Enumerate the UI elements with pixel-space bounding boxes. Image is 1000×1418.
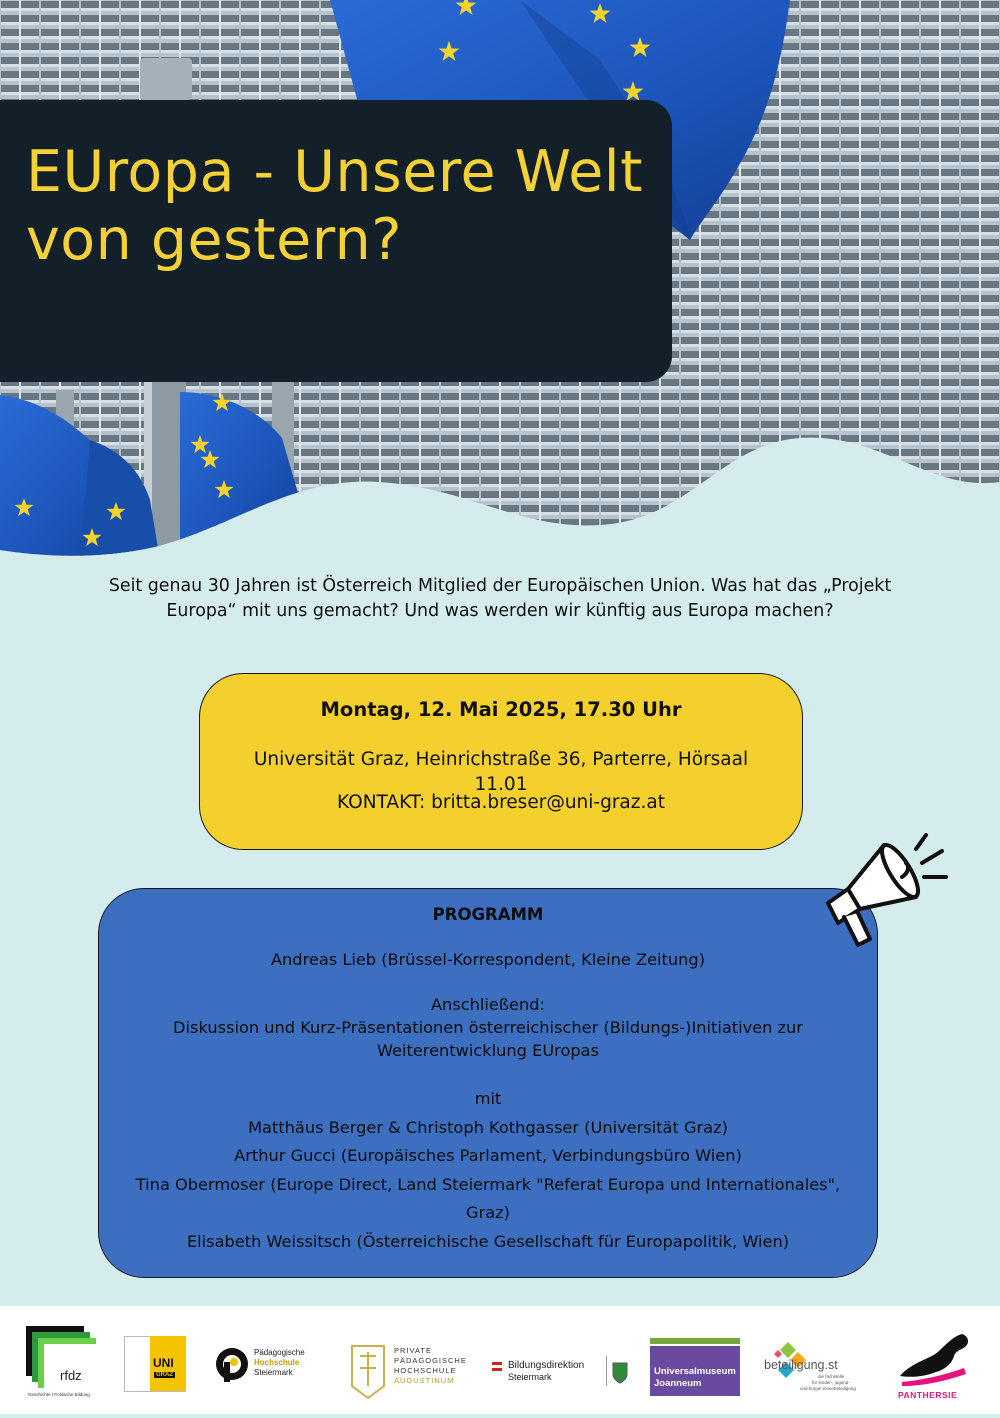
page-title: EUropa - Unsere Welt von gestern?	[26, 139, 643, 273]
logo-joanneum	[650, 1306, 742, 1414]
uni-graz-line2: GRAZ	[156, 1372, 173, 1378]
augustinum-line4: AUGUSTINUM	[394, 1376, 455, 1385]
logo-beteiligung	[760, 1306, 868, 1414]
augustinum-line2: PÄDAGOGISCHE	[394, 1356, 467, 1365]
with-label: mit	[474, 1089, 502, 1108]
phst-line3: Steiermark	[254, 1368, 293, 1377]
phst-line2: Hochschule	[254, 1358, 300, 1367]
joanneum-line2: Joanneum	[654, 1378, 702, 1389]
partner-logos	[0, 1306, 1000, 1414]
logo-rfdz	[24, 1306, 104, 1414]
panelist: Matthäus Berger & Christoph Kothgasser (Universität Graz)	[248, 1117, 728, 1137]
logo-augustinum	[348, 1306, 472, 1414]
rfdz-sub: Geschichte | Politische Bildung	[28, 1392, 90, 1397]
augustinum-line3: HOCHSCHULE	[394, 1366, 457, 1375]
discussion-text: Diskussion und Kurz-Präsentationen österreichischer (Bildungs-)Initiativen zur Weiterentwicklung EUropas	[173, 1018, 803, 1060]
beteiligung-name: beteiligung.st	[764, 1358, 838, 1372]
rfdz-name: rfdz	[60, 1368, 82, 1383]
logo-bildungsdirektion	[492, 1306, 630, 1414]
program-box	[98, 888, 878, 1278]
phst-line1: Pädagogische	[254, 1348, 305, 1357]
bildungsdirektion-line2: Steiermark	[508, 1372, 552, 1382]
panthersie-name: PANTHERSIE	[898, 1390, 958, 1400]
logo-uni-graz	[124, 1306, 186, 1414]
event-contact[interactable]: KONTAKT: britta.breser@uni-graz.at	[337, 792, 665, 813]
panelist-list	[119, 1085, 857, 1257]
logo-phst	[212, 1306, 332, 1414]
panelist: Elisabeth Weissitsch (Österreichische Gesellschaft für Europapolitik, Wien)	[186, 1231, 790, 1251]
panelist: Arthur Gucci (Europäisches Parlament, Verbindungsbüro Wien)	[234, 1146, 742, 1166]
coat-of-arms-icon	[612, 1362, 628, 1384]
bildungsdirektion-line1: Bildungsdirektion	[508, 1360, 585, 1371]
beteiligung-sub2: für kinder-, jugend-	[812, 1380, 850, 1385]
beteiligung-sub1: die fachstelle	[818, 1374, 845, 1379]
program-discussion	[99, 993, 877, 1062]
program-heading: PROGRAMM	[432, 905, 544, 924]
uni-graz-line1: UNI	[153, 1356, 174, 1370]
discussion-label: Anschließend:	[430, 995, 546, 1014]
megaphone-icon	[818, 833, 950, 961]
event-venue: Universität Graz, Heinrichstraße 36, Parterre, Hörsaal 11.01	[253, 749, 749, 795]
program-speaker: Andreas Lieb (Brüssel-Korrespondent, Kleine Zeitung)	[270, 950, 706, 969]
event-info-box	[199, 673, 803, 850]
beteiligung-sub3: und bürger:innenbeteiligung	[800, 1386, 856, 1391]
intro-text: Seit genau 30 Jahren ist Österreich Mitglied der Europäischen Union. Was hat das „Projekt Europa“ mit uns gemacht? Und was werden wir künftig aus Europa machen?	[108, 576, 892, 621]
augustinum-line1: PRIVATE	[394, 1346, 432, 1355]
joanneum-line1: Universalmuseum	[654, 1366, 736, 1377]
event-date: Montag, 12. Mai 2025, 17.30 Uhr	[320, 698, 682, 721]
panelist: Tina Obermoser (Europe Direct, Land Steiermark "Referat Europa und Internationales", Graz)	[135, 1174, 841, 1223]
logo-panthersie	[892, 1306, 974, 1414]
